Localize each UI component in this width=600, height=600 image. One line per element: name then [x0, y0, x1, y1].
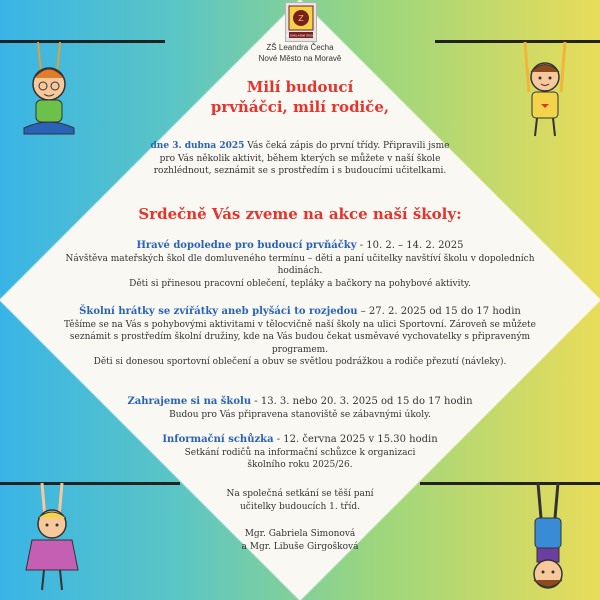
event-line: Děti si donesou sportovní oblečení a obuv se světlou podrážkou a rodiče přezutí (návleky).	[93, 357, 507, 367]
intro-text3: rozhlédnout, seznámit se s prostředím i s budoucími učitelkami.	[153, 166, 447, 176]
event-line: Setkání rodičů na informační schůzce k organizaci	[184, 447, 416, 458]
logo-band-text: Z. ZÁKLADNÍ ŠKOLA	[286, 33, 316, 38]
event-title: Zahrajeme si na školu	[127, 396, 252, 407]
event-when: - 12. června 2025 v 15.30 hodin	[273, 434, 438, 445]
school-logo	[285, 2, 317, 42]
event-block-2	[40, 306, 560, 369]
boy-sitting-illustration	[8, 32, 88, 142]
boy-upside-down-illustration	[508, 478, 588, 598]
invite-title: Srdečně Vás zveme na akce naší školy:	[138, 205, 462, 223]
crest-icon	[286, 3, 316, 41]
event-line: školního roku 2025/26.	[247, 460, 353, 470]
intro-text1: Vás čeká zápis do první třídy. Připravili jsme	[244, 141, 450, 151]
greeting-line1: Milí budoucí	[246, 78, 354, 96]
event-title: Informační schůzka	[162, 434, 274, 445]
event-when: - 10. 2. – 14. 2. 2025	[356, 240, 464, 251]
event-when: - 13. 3. nebo 20. 3. 2025 od 15 do 17 hodin	[251, 396, 473, 407]
closing-line2: učitelky budoucích 1. tříd.	[240, 501, 360, 512]
signature-line2: a Mgr. Libuše Girgošková	[241, 541, 359, 552]
event-line: Těšíme se na Vás s pohybovými aktivitami v tělocvičně naší školy na ulici Sportovní. Zároveň se můžete	[63, 319, 536, 330]
school-name-line2: Nové Město na Moravě	[258, 54, 342, 63]
greeting-line2: prvňáčci, milí rodiče,	[210, 98, 390, 116]
event-title: Školní hrátky se zvířátky aneb plyšáci to rozjedou	[79, 306, 358, 317]
event-line: seznámit s prostředím školní družiny, kde na Vás budou čekat usměvavé vychovatelky s připraveným	[69, 332, 531, 342]
signature-line1: Mgr. Gabriela Simonová	[244, 529, 356, 539]
girl-hanging-illustration	[505, 32, 585, 142]
event-block-4	[120, 434, 480, 472]
school-name-line1: ZŠ Leandra Čecha	[266, 43, 334, 52]
closing-note	[170, 488, 430, 513]
intro-paragraph	[110, 140, 490, 178]
school-name	[200, 42, 400, 64]
intro-text2: pro Vás několik aktivit, během kterých se můžete v naší škole	[159, 153, 441, 164]
logo-letter: Z	[298, 14, 304, 23]
event-title: Hravé dopoledne pro budoucí prvňáčky	[136, 240, 357, 251]
event-when: – 27. 2. 2025 od 15 do 17 hodin	[357, 306, 521, 317]
event-block-3	[100, 396, 500, 421]
event-line: Děti si přinesou pracovní oblečení, tepláky a bačkory na pohybové aktivity.	[129, 278, 471, 289]
event-line: Budou pro Vás připravena stanoviště se zábavnými úkoly.	[169, 409, 431, 420]
event-block-1	[50, 240, 550, 290]
greeting	[170, 77, 430, 117]
event-line: Návštěva mateřských škol dle domluveného termínu – děti a paní učitelky navštíví školu v dopoledních	[65, 253, 535, 264]
event-line: programem.	[271, 344, 329, 355]
girl-swinging-illustration	[12, 478, 92, 598]
signature	[180, 528, 420, 553]
closing-line1: Na společná setkání se těší paní	[226, 489, 374, 499]
event-line: hodinách.	[277, 266, 323, 276]
intro-date: dne 3. dubna 2025	[150, 141, 245, 151]
